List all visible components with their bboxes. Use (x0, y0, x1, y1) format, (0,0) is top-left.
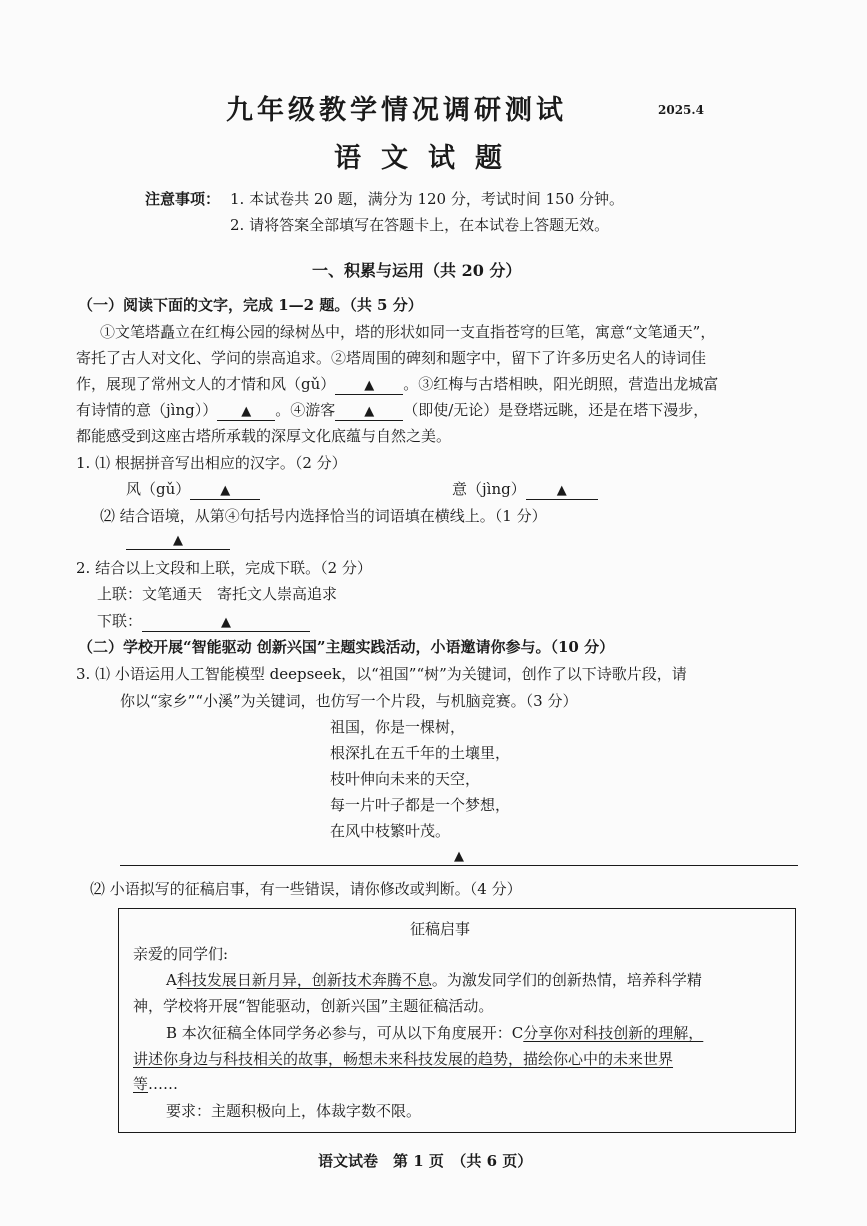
question-1-stem: 1. ⑴ 根据拼音写出相应的汉字。（2 分） (76, 454, 347, 472)
underlined-sentence-c: 等 (133, 1075, 149, 1093)
answer-blank[interactable] (335, 376, 403, 395)
notice-item: 1. 本试卷共 20 题，满分为 120 分，考试时间 150 分钟。 (230, 190, 625, 208)
notice-box-requirement: 要求：主题积极向上，体裁字数不限。 (166, 1102, 422, 1120)
poem-line: 每一片叶子都是一个梦想， (330, 796, 511, 814)
notice-label: 注意事项： (145, 190, 221, 208)
answer-marker-icon: ▲ (364, 404, 375, 419)
answer-marker-icon: ▲ (221, 615, 232, 630)
question-2-stem: 2. 结合以上文段和上联，完成下联。（2 分） (76, 559, 372, 577)
couplet-upper: 上联：文笔通天 寄托文人崇高追求 (97, 585, 338, 603)
answer-marker-icon: ▲ (556, 483, 567, 498)
part-heading: （二）学校开展“智能驱动 创新兴国”主题实践活动，小语邀请你参与。（10 分） (78, 638, 615, 656)
q3-sub2: ⑵ 小语拟写的征稿启事，有一些错误，请你修改或判断。（4 分） (90, 880, 522, 898)
passage-line: 作，展现了常州文人的才情和风（gǔ） ▲ 。③红梅与古塔相映，阳光朗照，营造出龙城富 (76, 375, 719, 393)
page-subtitle: 语文试题 (334, 143, 522, 174)
answer-marker-icon: ▲ (173, 533, 183, 548)
notice-item: 2. 请将答案全部填写在答题卡上，在本试卷上答题无效。 (230, 216, 610, 234)
answer-line[interactable] (120, 865, 798, 866)
q1-sub2: ⑵ 结合语境，从第④句括号内选择恰当的词语填在横线上。（1 分） (100, 507, 547, 525)
q1-item: 风（gǔ） ▲ (126, 478, 260, 500)
page-title: 九年级教学情况调研测试 (226, 95, 567, 126)
notice-box-line: 神，学校将开展“智能驱动，创新兴国”主题征稿活动。 (133, 997, 494, 1015)
page-footer: 语文试卷 第 1 页 （共 6 页） (318, 1152, 533, 1170)
poem-line: 在风中枝繁叶茂。 (330, 822, 451, 840)
poem-line: 祖国，你是一棵树， (330, 718, 466, 736)
underlined-sentence-c: 讲述你身边与科技相关的故事，畅想未来科技发展的趋势，描绘你心中的未来世界 (133, 1050, 674, 1068)
notice-box-title: 征稿启事 (410, 920, 471, 938)
passage-line: ①文笔塔矗立在红梅公园的绿树丛中，塔的形状如同一支直指苍穹的巨笔，寓意“文笔通天”， (100, 323, 716, 341)
q1-item: 意（jìng） ▲ (452, 478, 598, 500)
section-title: 一、积累与运用（共 20 分） (312, 261, 522, 280)
underlined-sentence-a: 科技发展日新月异，创新技术奔腾不息 (176, 971, 432, 989)
notice-box-line (133, 1048, 673, 1069)
answer-marker-icon: ▲ (241, 404, 252, 419)
notice-box-line: 等…… (133, 1075, 179, 1093)
passage-line: 寄托了古人对文化、学问的崇高追求。②塔周围的碑刻和题字中，留下了许多历史名人的诗词佳 (76, 349, 707, 367)
underlined-sentence-c: 分享你对科技创新的理解， (523, 1024, 704, 1042)
poem-line: 根深扎在五千年的土壤里， (330, 744, 511, 762)
answer-marker-icon: ▲ (220, 483, 231, 498)
notice-box-line: A科技发展日新月异，创新技术奔腾不息。为激发同学们的创新热情，培养科学精 (166, 971, 702, 989)
question-3-stem: 3. ⑴ 小语运用人工智能模型 deepseek，以“祖国”“树”为关键词，创作了以下诗歌片段，请 (76, 665, 687, 683)
notice-box-greeting: 亲爱的同学们: (133, 945, 229, 963)
passage-line: 都能感受到这座古塔所承载的深厚文化底蕴与自然之美。 (76, 427, 452, 445)
answer-blank[interactable] (126, 531, 230, 550)
poem-line: 枝叶伸向未来的天空， (330, 770, 481, 788)
question-3-stem: 你以“家乡”“小溪”为关键词，也仿写一个片段，与机脑竞赛。（3 分） (120, 692, 578, 710)
notice-box-line: B 本次征稿全体同学务必参与，可从以下角度展开：C分享你对科技创新的理解， (166, 1024, 704, 1042)
answer-marker-icon: ▲ (364, 378, 375, 393)
answer-marker-icon: ▲ (454, 849, 464, 864)
answer-blank[interactable] (217, 402, 275, 421)
passage-line: 有诗情的意（jìng）） ▲ 。④游客 ▲ （即使/无论）是登塔远眺，还是在塔下漫步， (76, 401, 709, 419)
part-heading: （一）阅读下面的文字，完成 1—2 题。（共 5 分） (78, 296, 423, 314)
couplet-lower: 下联： ▲ (97, 610, 310, 632)
answer-blank[interactable] (335, 402, 403, 421)
exam-date: 2025.4 (658, 103, 704, 117)
answer-blank[interactable] (142, 613, 310, 632)
q1-sub2-answer (126, 530, 230, 550)
answer-blank[interactable] (526, 481, 598, 500)
answer-blank[interactable] (190, 481, 260, 500)
